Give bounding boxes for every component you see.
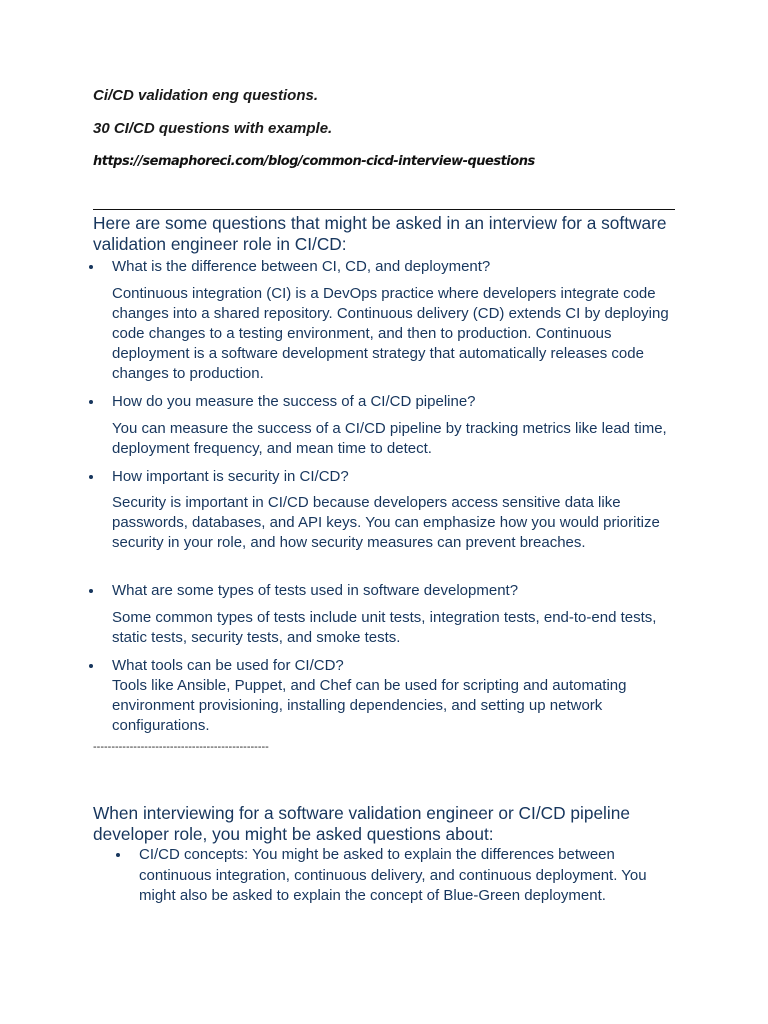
section1-intro: Here are some questions that might be asked in an interview for a software validation engineer role in CI/CD: <box>93 213 667 254</box>
list-item: CI/CD concepts: You might be asked to explain the differences between continuous integration, continuous delivery, and continuous deployment. You might also be asked to explain the concept of Blue-Green deployment. <box>139 846 647 904</box>
answer-1: Continuous integration (CI) is a DevOps practice where developers integrate code changes into a shared repository. Continuous delivery (CD) extends CI by deploying code changes to a testing environment, and then to production. Continuous deployment is a software development strategy that automatically releases code changes to production. <box>112 285 669 382</box>
question-5: What tools can be used for CI/CD? <box>112 657 344 674</box>
question-2: How do you measure the success of a CI/CD pipeline? <box>112 393 476 410</box>
bullet-icon <box>89 589 93 593</box>
question-1: What is the difference between CI, CD, and deployment? <box>112 258 491 275</box>
answer-4: Some common types of tests include unit tests, integration tests, end-to-end tests, static tests, security tests, and smoke tests. <box>112 609 657 646</box>
section2-intro: When interviewing for a software validation engineer or CI/CD pipeline developer role, you might be asked questions about: <box>93 803 630 844</box>
reference-link[interactable]: https://semaphoreci.com/blog/common-cicd-interview-questions <box>93 154 535 169</box>
bullet-icon <box>116 853 120 857</box>
bullet-icon <box>89 475 93 479</box>
bullet-icon <box>89 664 93 668</box>
horizontal-rule <box>93 209 675 210</box>
dashed-divider: ------------------------------------------------ <box>93 741 269 753</box>
question-4: What are some types of tests used in software development? <box>112 582 519 599</box>
answer-3: Security is important in CI/CD because developers access sensitive data like passwords, databases, and API keys. You can emphasize how you would prioritize security in your role, and how security measures can prevent breaches. <box>112 494 660 551</box>
question-3: How important is security in CI/CD? <box>112 468 349 485</box>
answer-5: Tools like Ansible, Puppet, and Chef can be used for scripting and automating environment provisioning, installing dependencies, and setting up network configurations. <box>112 677 627 734</box>
document-subtitle: 30 CI/CD questions with example. <box>93 120 333 137</box>
bullet-icon <box>89 265 93 269</box>
document-title: Ci/CD validation eng questions. <box>93 87 319 104</box>
answer-2: You can measure the success of a CI/CD pipeline by tracking metrics like lead time, deployment frequency, and mean time to detect. <box>112 420 667 457</box>
bullet-icon <box>89 400 93 404</box>
